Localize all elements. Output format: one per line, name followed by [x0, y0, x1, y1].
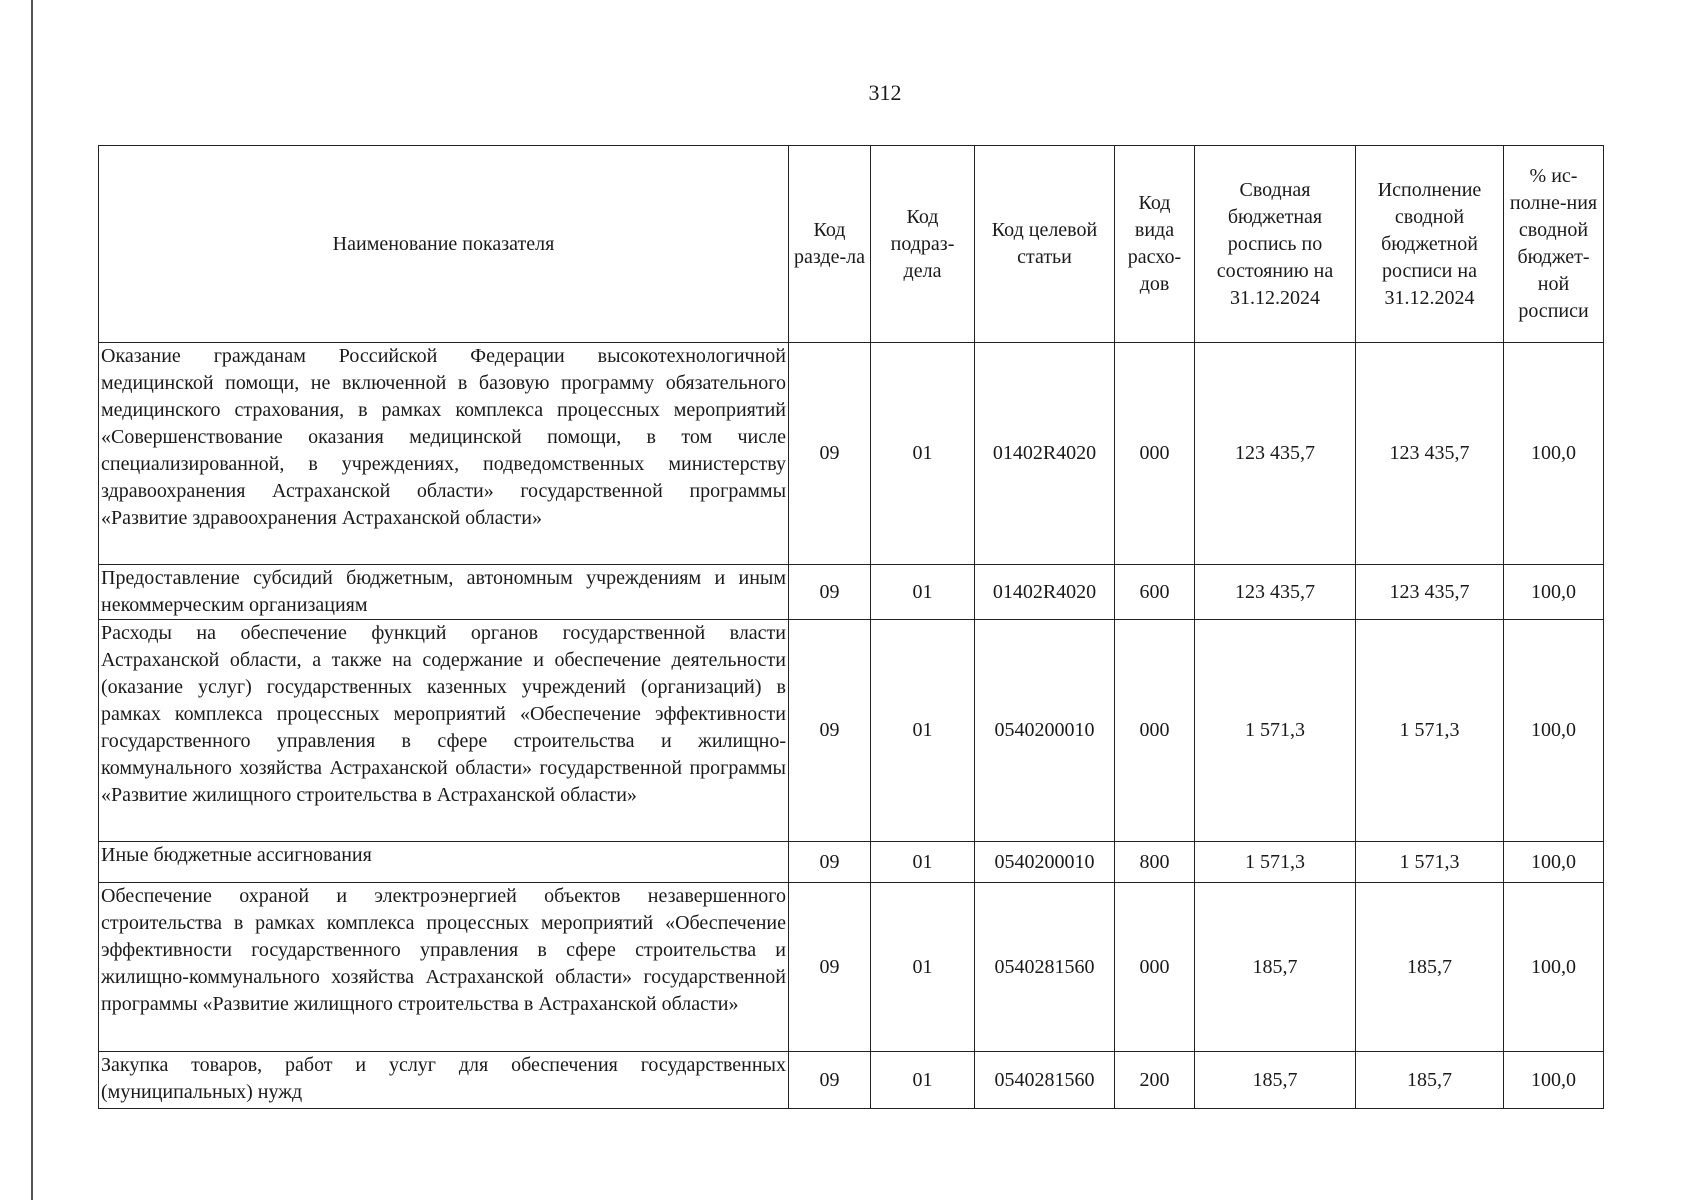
row-section-code: 09	[789, 343, 871, 565]
row-expense-type-code: 800	[1115, 842, 1195, 883]
row-budget-plan: 123 435,7	[1195, 565, 1356, 620]
table-row	[99, 842, 1604, 883]
header-expense-type-code: Код вида расхо-дов	[1115, 146, 1195, 343]
header-name: Наименование показателя	[99, 146, 789, 343]
row-subsection-code: 01	[871, 842, 975, 883]
row-budget-execution: 185,7	[1356, 1052, 1504, 1109]
table-row	[99, 620, 1604, 842]
header-budget-plan: Сводная бюджетная роспись по состоянию на 31.12.2024	[1195, 146, 1356, 343]
table-row	[99, 883, 1604, 1052]
row-name: Иные бюджетные ассигнования	[99, 842, 789, 883]
row-subsection-code: 01	[871, 1052, 975, 1109]
row-budget-plan: 185,7	[1195, 883, 1356, 1052]
row-expense-type-code: 000	[1115, 620, 1195, 842]
row-section-code: 09	[789, 842, 871, 883]
row-target-code: 0540281560	[975, 1052, 1115, 1109]
row-name: Расходы на обеспечение функций органов государственной власти Астраханской области, а также на содержание и обеспечение деятельности (оказание услуг) государственных казенных учреждений (организаций) в рамках комплекса процессных мероприятий «Обеспечение эффективности государственного управления в сфере строительства и жилищно-коммунального хозяйства Астраханской области» государственной программы «Развитие жилищного строительства в Астраханской области»	[99, 620, 789, 842]
table-header-row	[99, 146, 1604, 343]
row-budget-plan: 1 571,3	[1195, 842, 1356, 883]
header-subsection-code: Код подраз-дела	[871, 146, 975, 343]
row-execution-percent: 100,0	[1504, 883, 1604, 1052]
scan-edge-line	[31, 0, 33, 1200]
row-execution-percent: 100,0	[1504, 565, 1604, 620]
row-subsection-code: 01	[871, 620, 975, 842]
row-execution-percent: 100,0	[1504, 842, 1604, 883]
table-row	[99, 1052, 1604, 1109]
row-execution-percent: 100,0	[1504, 1052, 1604, 1109]
row-target-code: 0540281560	[975, 883, 1115, 1052]
row-budget-plan: 185,7	[1195, 1052, 1356, 1109]
row-section-code: 09	[789, 565, 871, 620]
row-budget-execution: 123 435,7	[1356, 565, 1504, 620]
row-expense-type-code: 000	[1115, 883, 1195, 1052]
page-number: 312	[868, 80, 902, 105]
row-subsection-code: 01	[871, 565, 975, 620]
row-budget-plan: 123 435,7	[1195, 343, 1356, 565]
row-target-code: 0540200010	[975, 842, 1115, 883]
row-name: Закупка товаров, работ и услуг для обеспечения государственных (муниципальных) нужд	[99, 1052, 789, 1109]
row-expense-type-code: 600	[1115, 565, 1195, 620]
row-execution-percent: 100,0	[1504, 620, 1604, 842]
row-budget-plan: 1 571,3	[1195, 620, 1356, 842]
row-expense-type-code: 200	[1115, 1052, 1195, 1109]
row-budget-execution: 123 435,7	[1356, 343, 1504, 565]
row-section-code: 09	[789, 883, 871, 1052]
row-expense-type-code: 000	[1115, 343, 1195, 565]
row-budget-execution: 185,7	[1356, 883, 1504, 1052]
budget-execution-table	[98, 145, 1604, 1109]
row-name: Оказание гражданам Российской Федерации высокотехнологичной медицинской помощи, не включенной в базовую программу обязательного медицинского страхования, в рамках комплекса процессных мероприятий «Совершенствование оказания медицинской помощи, в том числе специализированной, в учреждениях, подведомственных министерству здравоохранения Астраханской области» государственной программы «Развитие здравоохранения Астраханской области»	[99, 343, 789, 565]
row-name: Предоставление субсидий бюджетным, автономным учреждениям и иным некоммерческим организациям	[99, 565, 789, 620]
row-budget-execution: 1 571,3	[1356, 842, 1504, 883]
table-row	[99, 565, 1604, 620]
header-execution-percent: % ис-полне-ния сводной бюджет-ной росписи	[1504, 146, 1604, 343]
header-budget-execution: Исполнение сводной бюджетной росписи на 31.12.2024	[1356, 146, 1504, 343]
row-name: Обеспечение охраной и электроэнергией объектов незавершенного строительства в рамках комплекса процессных мероприятий «Обеспечение эффективности государственного управления в сфере строительства и жилищно-коммунального хозяйства Астраханской области» государственной программы «Развитие жилищного строительства в Астраханской области»	[99, 883, 789, 1052]
row-execution-percent: 100,0	[1504, 343, 1604, 565]
row-target-code: 0540200010	[975, 620, 1115, 842]
row-section-code: 09	[789, 1052, 871, 1109]
header-section-code: Код разде-ла	[789, 146, 871, 343]
row-target-code: 01402R4020	[975, 343, 1115, 565]
row-subsection-code: 01	[871, 343, 975, 565]
row-budget-execution: 1 571,3	[1356, 620, 1504, 842]
row-section-code: 09	[789, 620, 871, 842]
row-target-code: 01402R4020	[975, 565, 1115, 620]
row-subsection-code: 01	[871, 883, 975, 1052]
header-target-code: Код целевой статьи	[975, 146, 1115, 343]
table-row	[99, 343, 1604, 565]
